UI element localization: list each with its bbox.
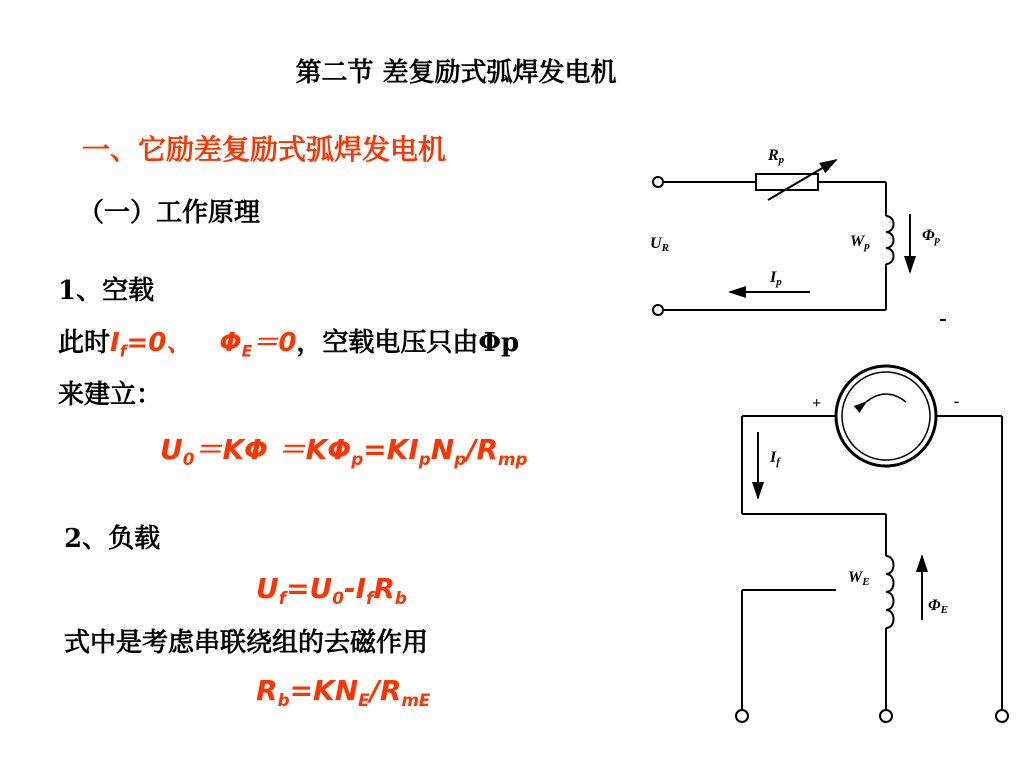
coil-wp (886, 216, 894, 264)
terminal-bottom-3 (996, 710, 1008, 722)
section-heading: 一、它励差复励式弧焊发电机 (82, 133, 447, 166)
item1-line1-prefix: 此时 (58, 328, 111, 358)
label-rp: Rp (768, 147, 785, 166)
terminal-top-2 (653, 305, 663, 315)
label-ur: UR (650, 235, 669, 254)
label-ip: Ip (770, 269, 782, 288)
slide-title: 第二节 差复励式弧焊发电机 (295, 58, 617, 88)
item1-heading: 1、空载 (58, 276, 155, 306)
item1-line1-suffix: ，空载电压只由Φp (296, 328, 520, 358)
label-phie: ΦE (928, 597, 948, 616)
terminal-bottom-2 (880, 710, 892, 722)
cond-if: $I_f=0$、 (110, 328, 193, 361)
top-circuit (653, 160, 946, 320)
coil-we (886, 556, 894, 628)
item2-heading: 2、负载 (64, 524, 161, 554)
generator-armature (836, 366, 936, 466)
label-plus: + (812, 395, 822, 412)
item1-line2: 来建立： (58, 380, 163, 410)
formula-noload-voltage: $U_0=K\Phi =K\Phi_p=KI_pN_p/R_{mp}$ (160, 433, 528, 469)
label-phip: Φp (922, 227, 941, 246)
terminal-top-1 (653, 177, 663, 187)
bottom-circuit (736, 366, 1008, 722)
cond-phi: $\Phi_E=0$ (219, 328, 297, 361)
subsection-heading: （一）工作原理 (78, 198, 261, 228)
formula-load-voltage: $U_f=U_0-I_fR_b$ (256, 572, 407, 608)
formula-rb: $R_b=KN_E/R_{mE}$ (256, 674, 431, 710)
label-wp: Wp (850, 233, 870, 252)
terminal-bottom-1 (736, 710, 748, 722)
label-minus: - (954, 393, 960, 410)
item2-explanation: 式中是考虑串联绕组的去磁作用 (64, 628, 429, 658)
label-we: WE (848, 569, 870, 588)
label-if: If (770, 449, 780, 468)
